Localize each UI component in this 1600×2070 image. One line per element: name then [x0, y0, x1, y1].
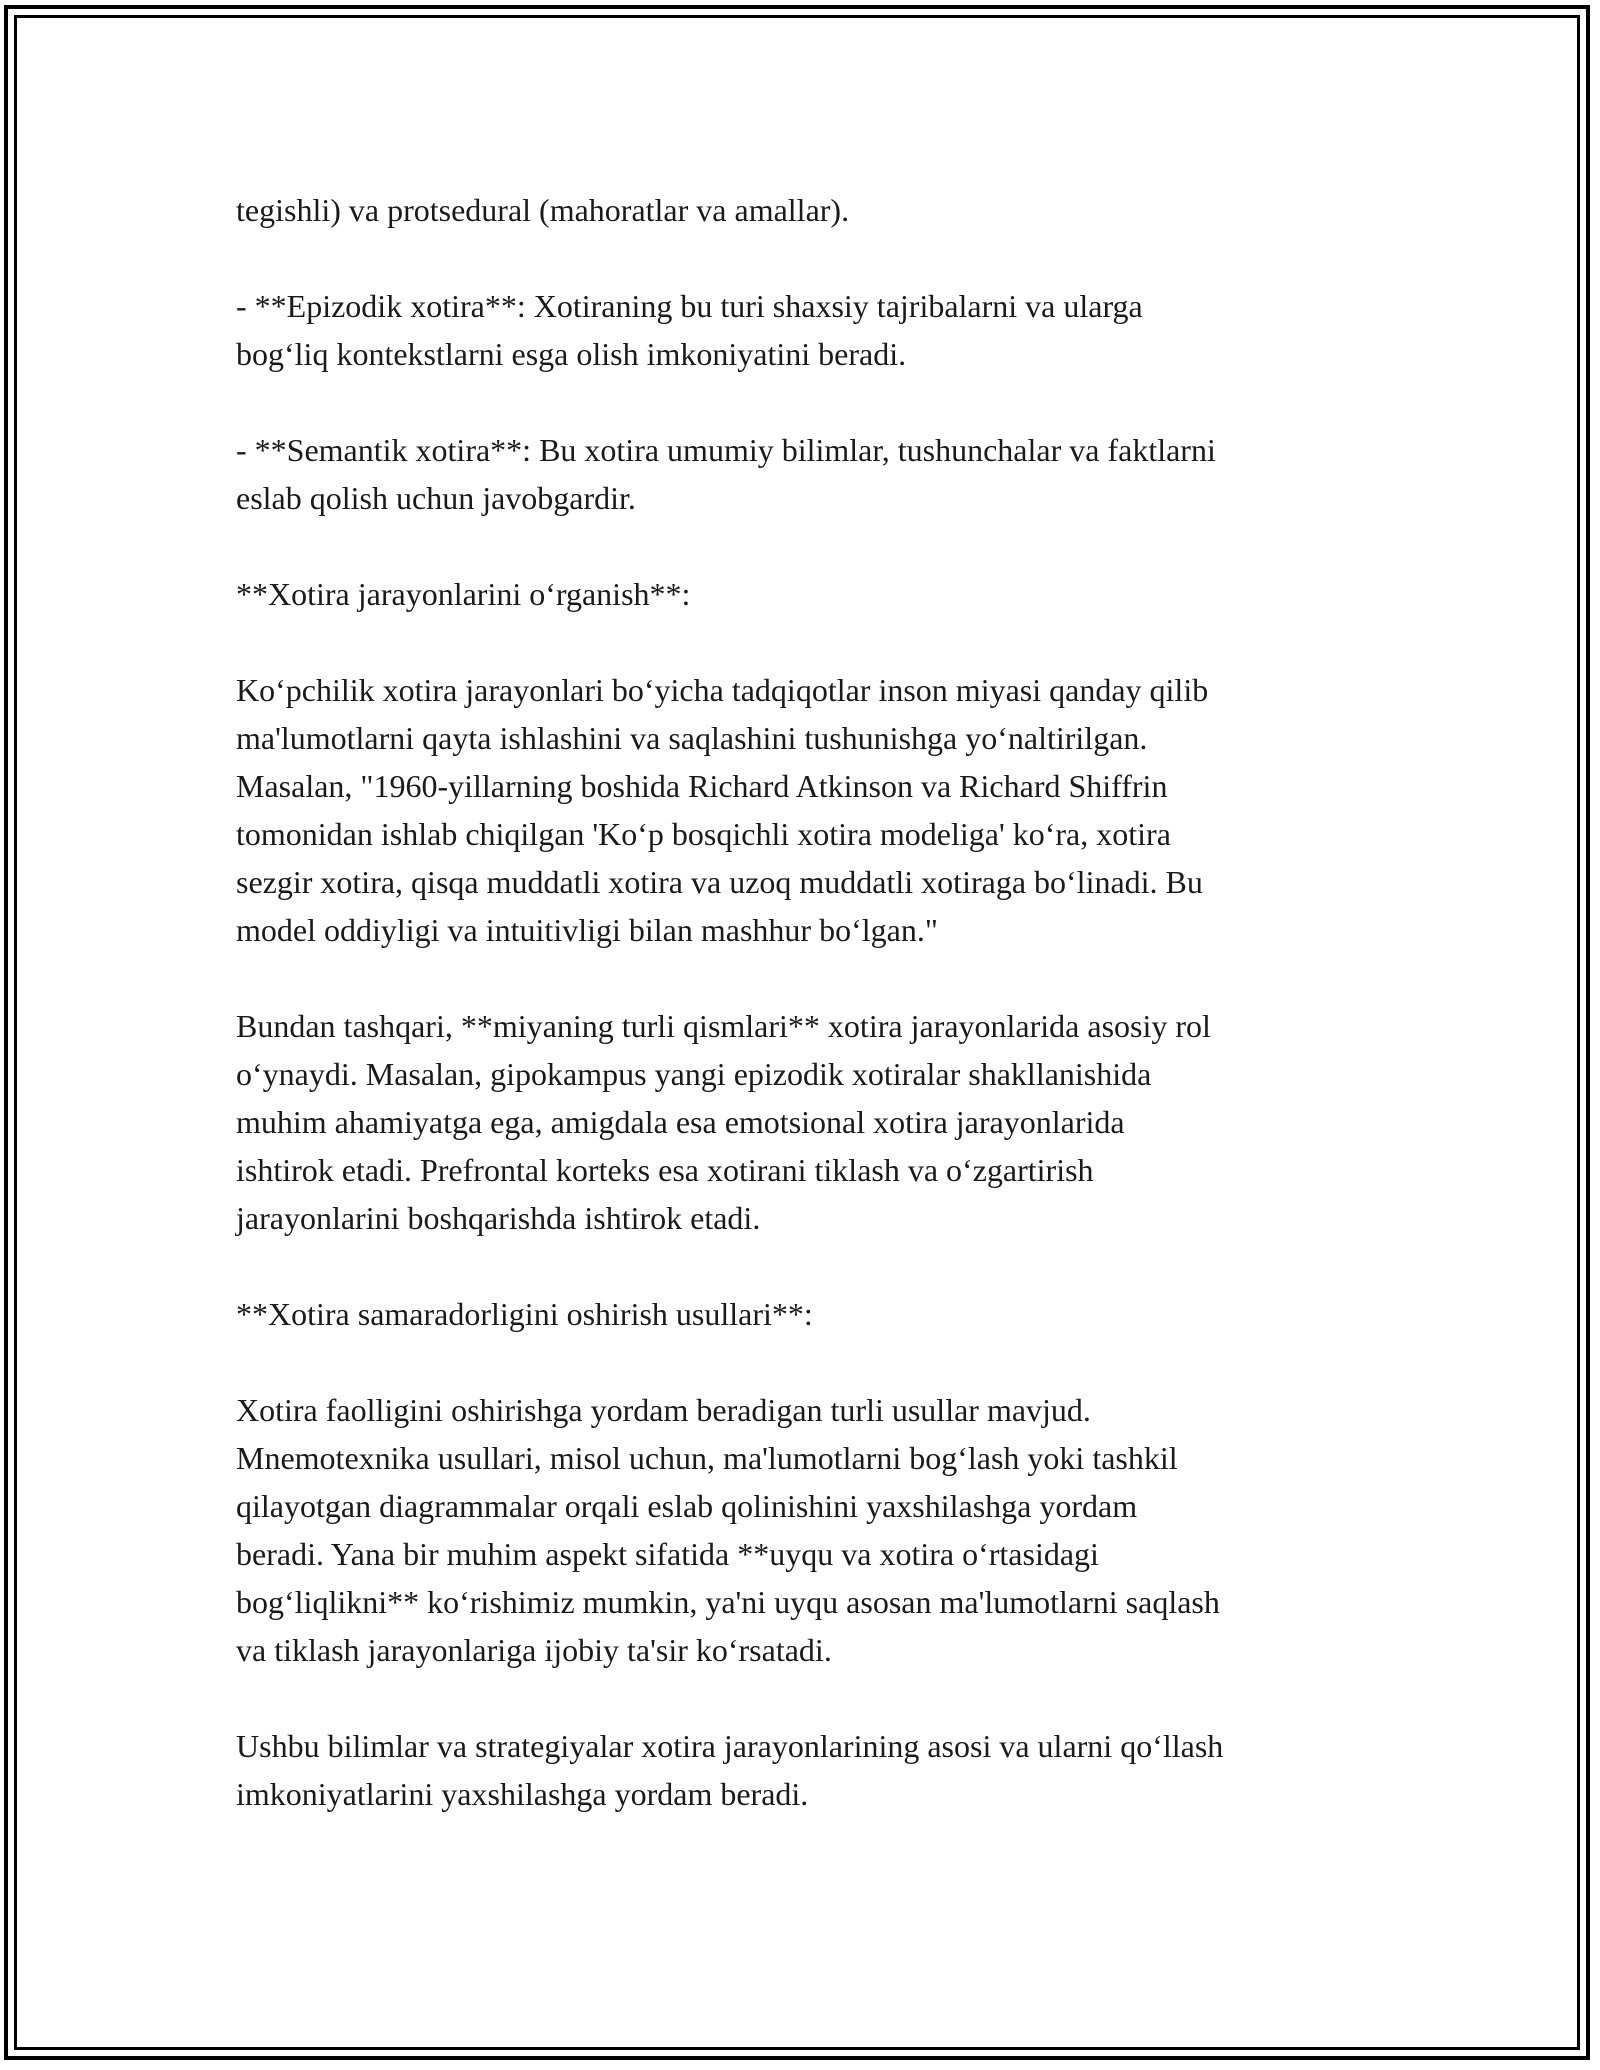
text-line: imkoniyatlarini yaxshilashga yordam beradi.: [236, 1776, 809, 1812]
document-body: [236, 186, 1376, 1866]
text-line: **Xotira samaradorligini oshirish usullari**:: [236, 1296, 813, 1332]
paragraph-episodic-memory: [236, 282, 1376, 378]
text-line: Ushbu bilimlar va strategiyalar xotira jarayonlarining asosi va ularni qo‘llash: [236, 1728, 1224, 1764]
text-line: bog‘liqlikni** ko‘rishimiz mumkin, ya'ni uyqu asosan ma'lumotlarni saqlash: [236, 1584, 1220, 1620]
paragraph-memory-types-tail: [236, 186, 1376, 234]
section-heading-memory-improvement: [236, 1290, 1376, 1338]
text-line: Mnemotexnika usullari, misol uchun, ma'lumotlarni bog‘lash yoki tashkil: [236, 1440, 1178, 1476]
text-line: ishtirok etadi. Prefrontal korteks esa xotirani tiklash va o‘zgartirish: [236, 1152, 1094, 1188]
text-line: model oddiyligi va intuitivligi bilan mashhur bo‘lgan.": [236, 912, 938, 948]
paragraph-research-models: [236, 666, 1376, 954]
text-line: ma'lumotlarni qayta ishlashini va saqlashini tushunishga yo‘naltirilgan.: [236, 720, 1148, 756]
text-line: eslab qolish uchun javobgardir.: [236, 480, 636, 516]
text-line: beradi. Yana bir muhim aspekt sifatida **uyqu va xotira o‘rtasidagi: [236, 1536, 1099, 1572]
text-line: sezgir xotira, qisqa muddatli xotira va uzoq muddatli xotiraga bo‘linadi. Bu: [236, 864, 1203, 900]
paragraph-brain-regions: [236, 1002, 1376, 1242]
text-line: jarayonlarini boshqarishda ishtirok etadi.: [236, 1200, 761, 1236]
text-line: Xotira faolligini oshirishga yordam beradigan turli usullar mavjud.: [236, 1392, 1091, 1428]
text-line: Bundan tashqari, **miyaning turli qismlari** xotira jarayonlarida asosiy rol: [236, 1008, 1211, 1044]
text-line: - **Semantik xotira**: Bu xotira umumiy bilimlar, tushunchalar va faktlarni: [236, 432, 1216, 468]
text-line: muhim ahamiyatga ega, amigdala esa emotsional xotira jarayonlarida: [236, 1104, 1125, 1140]
paragraph-mnemonics-sleep: [236, 1386, 1376, 1674]
text-line: Ko‘pchilik xotira jarayonlari bo‘yicha tadqiqotlar inson miyasi qanday qilib: [236, 672, 1209, 708]
text-line: bog‘liq kontekstlarni esga olish imkoniyatini beradi.: [236, 336, 907, 372]
text-line: Masalan, "1960-yillarning boshida Richard Atkinson va Richard Shiffrin: [236, 768, 1168, 804]
paragraph-conclusion: [236, 1722, 1376, 1818]
text-line: va tiklash jarayonlariga ijobiy ta'sir ko‘rsatadi.: [236, 1632, 832, 1668]
text-line: qilayotgan diagrammalar orqali eslab qolinishini yaxshilashga yordam: [236, 1488, 1138, 1524]
text-line: tomonidan ishlab chiqilgan 'Ko‘p bosqichli xotira modeliga' ko‘ra, xotira: [236, 816, 1171, 852]
text-line: - **Epizodik xotira**: Xotiraning bu turi shaxsiy tajribalarni va ularga: [236, 288, 1143, 324]
text-line: o‘ynaydi. Masalan, gipokampus yangi epizodik xotiralar shakllanishida: [236, 1056, 1152, 1092]
text-line: tegishli) va protsedural (mahoratlar va amallar).: [236, 192, 850, 228]
section-heading-memory-processes: [236, 570, 1376, 618]
paragraph-semantic-memory: [236, 426, 1376, 522]
text-line: **Xotira jarayonlarini o‘rganish**:: [236, 576, 691, 612]
